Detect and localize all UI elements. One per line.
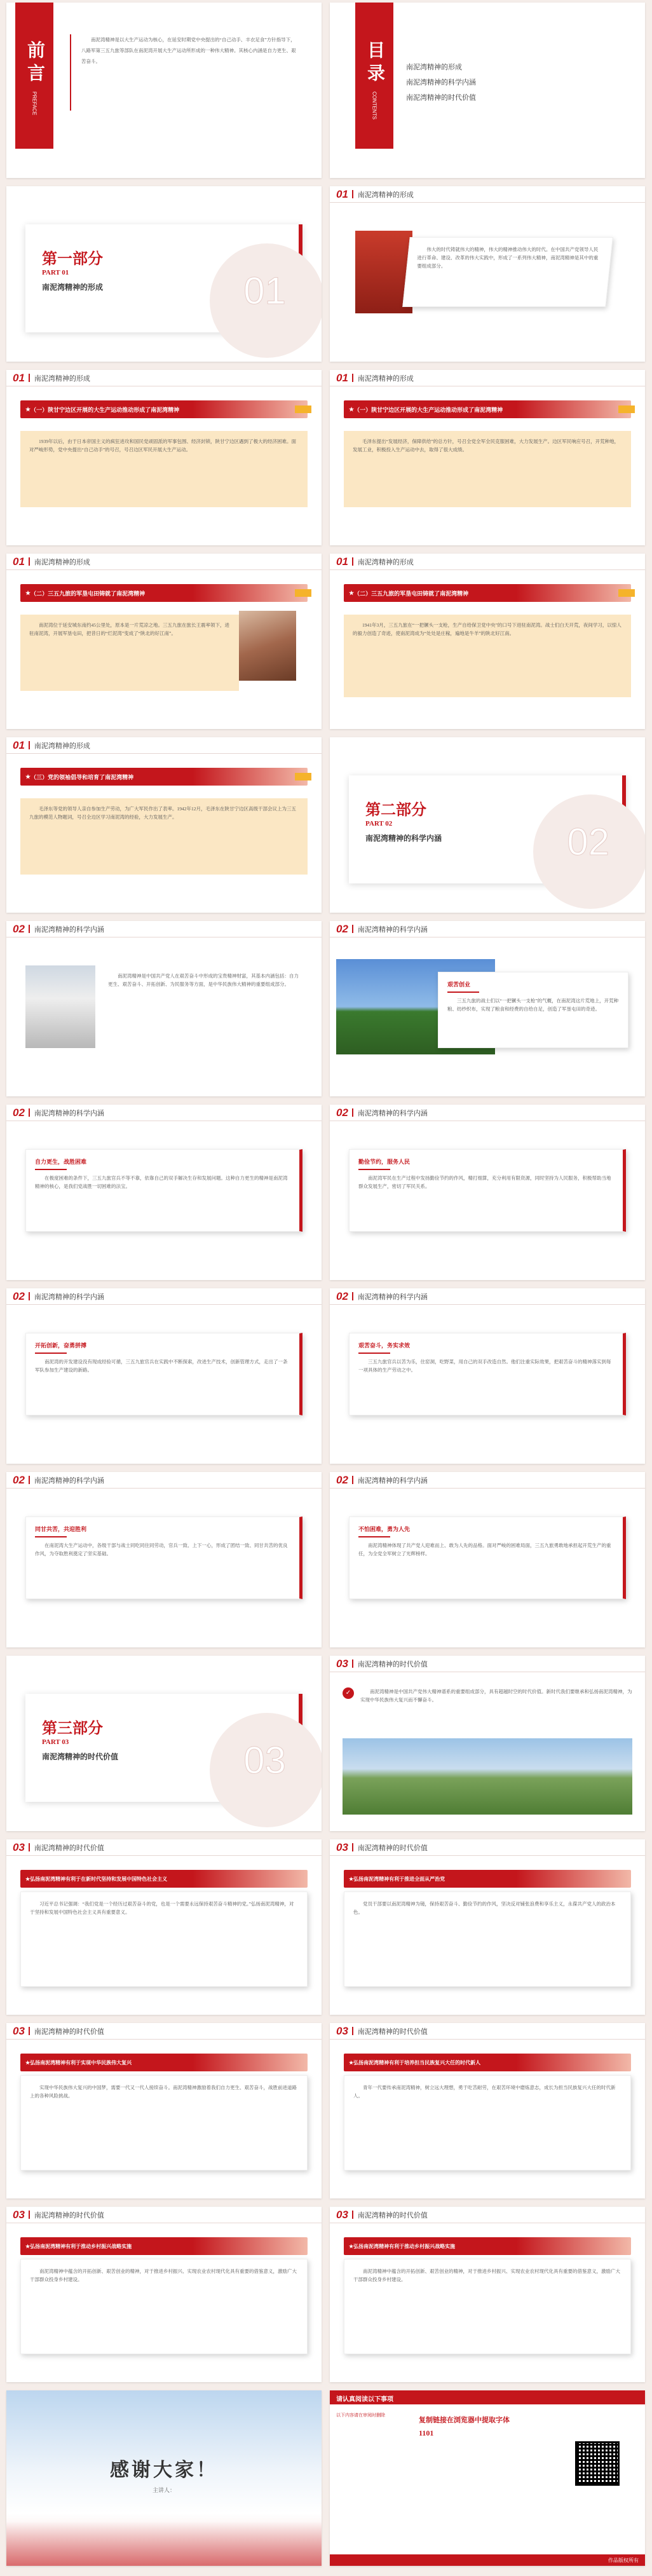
s11-slide	[330, 921, 645, 1096]
part1-slide	[6, 186, 322, 362]
notice-slide	[330, 2390, 645, 2566]
s25-slide	[330, 2207, 645, 2382]
thanks-title: 感谢大家！	[110, 2460, 218, 2481]
contents-slide	[330, 3, 645, 178]
section-header: 02 南泥湾精神的科学内涵	[6, 1105, 322, 1121]
s20-slide	[6, 1839, 322, 2015]
building-photo	[25, 965, 95, 1048]
s16-caption: 同甘共苦，共迎胜利	[35, 1526, 87, 1532]
preface-title: 前言	[25, 41, 44, 86]
s24-card	[20, 2259, 308, 2354]
s20-text: 习近平总书记强调：“我们党是一个经历过艰苦奋斗的党，也是一个需要永远保持艰苦奋斗精神的党。”弘扬南泥湾精神，对于坚持和发展中国特色社会主义具有重要意义。	[30, 1901, 294, 1915]
part2-en: PART 02	[365, 820, 393, 828]
s10-text: 南泥湾精神是中国共产党人在艰苦奋斗中形成的宝贵精神财富，其基本内涵包括：自力更生、艰苦奋斗、开拓创新、为民服务等方面，是中华民族伟大精神的重要组成部分。	[108, 973, 299, 987]
s16-card	[25, 1516, 302, 1599]
contents-banner	[355, 3, 393, 149]
s17-text: 南泥湾精神体现了共产党人迎难而上、敢为人先的品格。面对严峻的困难局面，三五九旅勇敢地承担起开荒生产的重任，为全党全军树立了光辉榜样。	[358, 1543, 611, 1557]
s22-text: 实现中华民族伟大复兴的中国梦，需要一代又一代人接续奋斗。南泥湾精神激励着我们自力更生、艰苦奋斗，战胜前进道路上的各种风险挑战。	[30, 2085, 297, 2099]
s21-card	[344, 1891, 631, 1987]
thanks-author: 主讲人：	[152, 2487, 175, 2493]
s14-slide	[6, 1288, 322, 1464]
s17-slide	[330, 1472, 645, 1647]
s14-text: 南泥湾的开发建设没有现成经验可循，三五九旅官兵在实践中不断探索，改进生产技术，创新管理方式，走出了一条军队参加生产建设的新路。	[35, 1359, 288, 1373]
s21-slide	[330, 1839, 645, 2015]
notice-header: 请认真阅读以下事项	[330, 2390, 645, 2404]
s8-box	[20, 798, 308, 875]
s22-slide	[6, 2023, 322, 2198]
s24-slide	[6, 2207, 322, 2382]
section-header: 01 南泥湾精神的形成	[330, 186, 645, 203]
notice-title: 复制链接在浏览器中提取字体	[419, 2416, 510, 2424]
s11-text: 三五九旅的战士们以“一把镢头一支枪”的气概，在南泥湾这片荒地上，开荒种粮、纺纱织布，实现了粮食和经费的自给自足，创造了军垦屯田的奇迹。	[447, 998, 619, 1012]
part2-number: 02	[567, 821, 609, 863]
s12-card	[25, 1149, 302, 1232]
part1-number: 01	[243, 269, 286, 312]
s3-card	[402, 237, 613, 307]
s15-text: 三五九旅官兵以苦为乐，住窑洞，吃野菜，用自己的双手改造自然。他们注重实际效果，把艰苦奋斗的精神落实到每一项具体的生产劳动之中。	[358, 1359, 611, 1373]
check-icon: ✓	[343, 1687, 354, 1699]
section-header: 03 南泥湾精神的时代价值	[6, 1839, 322, 1856]
s20-card	[20, 1891, 308, 1987]
section-header: 02 南泥湾精神的科学内涵	[6, 921, 322, 937]
s6-box	[20, 615, 239, 691]
part2-label: 第二部分	[365, 802, 426, 819]
subheading-strip: ★ （一）陕甘宁边区开展的大生产运动推动形成了南泥湾精神	[344, 400, 631, 418]
section-header: 02 南泥湾精神的科学内涵	[330, 1288, 645, 1305]
statue-photo	[239, 611, 296, 681]
s7-slide	[330, 554, 645, 729]
contents-title: 目录	[365, 41, 384, 86]
s8-text: 毛泽东等党的领导人亲自参加生产劳动，为广大军民作出了表率。1942年12月，毛泽东在陕甘宁边区高级干部会议上为三五九旅的模范人物题词，号召全边区学习南泥湾的经验，大力发展生产。	[29, 806, 296, 820]
notice-id: 1101	[419, 2429, 434, 2437]
s11-card	[438, 972, 628, 1048]
s13-slide	[330, 1105, 645, 1280]
s10-text-box	[108, 972, 302, 988]
section-header: 01 南泥湾精神的形成	[330, 370, 645, 386]
s5-box	[344, 431, 631, 507]
subheading-strip: ★ 弘扬南泥湾精神有利于推动乡村振兴战略实施	[20, 2237, 308, 2255]
s12-text: 在极度困难的条件下，三五九旅官兵不等不靠，依靠自己的双手解决生存和发展问题。这种自力更生的精神是南泥湾精神的核心，是我们党战胜一切困难的法宝。	[35, 1175, 288, 1189]
contents-item[interactable]: 南泥湾精神的形成	[406, 64, 462, 71]
section-header: 03 南泥湾精神的时代价值	[330, 1656, 645, 1672]
s10-slide	[6, 921, 322, 1096]
s23-text: 青年一代要传承南泥湾精神，树立远大理想，勇于吃苦耐劳，在艰苦环境中磨炼意志，成长为担当民族复兴大任的时代新人。	[353, 2085, 616, 2099]
part1-card	[25, 224, 302, 332]
s13-caption: 勤俭节约，服务人民	[358, 1159, 411, 1165]
section-header: 02 南泥湾精神的科学内涵	[6, 1472, 322, 1489]
s7-text: 1941年3月，三五九旅在“一把镢头一支枪，生产自给保卫党中央”的口号下进驻南泥湾。战士们白天开荒，夜间学习，以惊人的毅力创造了奇迹，使南泥湾成为“处处是庄稼，遍地是牛羊”的陕北好江南。	[353, 622, 621, 636]
s4-box	[20, 431, 308, 507]
s25-card	[344, 2259, 631, 2354]
preface-text-box	[70, 34, 299, 111]
section-header: 02 南泥湾精神的科学内涵	[330, 921, 645, 937]
contents-item[interactable]: 南泥湾精神的时代价值	[406, 94, 476, 102]
preface-slide	[6, 3, 322, 178]
s15-card	[349, 1333, 626, 1415]
s19-slide	[330, 1656, 645, 1831]
s7-box	[344, 615, 631, 697]
part3-en: PART 03	[42, 1738, 69, 1746]
part3-title: 南泥湾精神的时代价值	[42, 1752, 119, 1761]
s3-text: 伟大的时代铸就伟大的精神，伟大的精神推动伟大的时代。在中国共产党领导人民进行革命、建设、改革的伟大实践中，形成了一系列伟大精神，南泥湾精神是其中的重要组成部分。	[417, 247, 599, 269]
part3-slide	[6, 1656, 322, 1831]
s21-text: 党员干部要以南泥湾精神为镜，保持艰苦奋斗、勤俭节约的作风，坚决反对铺张浪费和享乐主义，永葆共产党人的政治本色。	[353, 1901, 616, 1915]
part2-card	[349, 775, 626, 883]
section-header: 03 南泥湾精神的时代价值	[6, 2207, 322, 2223]
subheading-strip: ★ （一）陕甘宁边区开展的大生产运动推动形成了南泥湾精神	[20, 400, 308, 418]
part2-title: 南泥湾精神的科学内涵	[365, 834, 442, 843]
preface-body: 南泥湾精神是以大生产运动为核心，在延安时期党中央提出的“自己动手、丰衣足食”方针指导下，八路军第三五九旅等部队在南泥湾开展大生产运动所形成的一种伟大精神。其核心内涵是自力更生、艰苦奋斗。	[81, 37, 296, 64]
part2-slide	[330, 737, 645, 913]
s13-text: 南泥湾军民在生产过程中发扬勤俭节约的作风，精打细算，充分利用有限资源，同时坚持为人民服务，积极帮助当地群众发展生产，密切了军民关系。	[358, 1175, 611, 1189]
s22-card	[20, 2075, 308, 2171]
s8-slide	[6, 737, 322, 913]
s5-text: 毛泽东提出“发展经济，保障供给”的总方针，号召全党全军全民克服困难，大力发展生产。边区军民响应号召，开荒种地，发展工业，积极投入生产运动中去，取得了很大成绩。	[353, 439, 620, 453]
notice-footer: 作品版权所有	[330, 2554, 645, 2566]
part1-label: 第一部分	[42, 251, 103, 268]
part3-number: 03	[243, 1739, 286, 1782]
s15-slide	[330, 1288, 645, 1464]
section-header: 01 南泥湾精神的形成	[6, 737, 322, 754]
village-photo	[343, 1738, 632, 1815]
section-header: 03 南泥湾精神的时代价值	[330, 1839, 645, 1856]
s11-caption: 艰苦创业	[447, 981, 471, 988]
qr-code-icon	[575, 2441, 620, 2486]
subheading-strip: ★ 弘扬南泥湾精神有利于推进全面从严治党	[344, 1870, 631, 1888]
subheading-strip: ★ （二）三五九旅的军垦屯田铸就了南泥湾精神	[344, 584, 631, 602]
preface-en: PREFACE	[31, 92, 37, 116]
s23-card	[344, 2075, 631, 2171]
part1-title: 南泥湾精神的形成	[42, 283, 104, 292]
s4-slide	[6, 370, 322, 545]
subheading-strip: ★ 弘扬南泥湾精神有利于在新时代坚持和发展中国特色社会主义	[20, 1870, 308, 1888]
contents-en: CONTENTS	[371, 92, 377, 119]
s19-text-box	[343, 1687, 632, 1732]
part3-card	[25, 1694, 302, 1802]
section-header: 02 南泥湾精神的科学内涵	[330, 1472, 645, 1489]
section-header: 03 南泥湾精神的时代价值	[330, 2207, 645, 2223]
s17-card	[349, 1516, 626, 1599]
s12-slide	[6, 1105, 322, 1280]
s16-text: 在南泥湾大生产运动中，各级干部与战士同吃同住同劳动，官兵一致、上下一心，形成了团结一致、同甘共苦的优良作风，为夺取胜利奠定了坚实基础。	[35, 1543, 288, 1557]
section-header: 01 南泥湾精神的形成	[6, 554, 322, 570]
s23-slide	[330, 2023, 645, 2198]
section-header: 01 南泥湾精神的形成	[6, 370, 322, 386]
s14-card	[25, 1333, 302, 1415]
s15-caption: 艰苦奋斗，务实求效	[358, 1342, 411, 1349]
preface-banner	[15, 3, 53, 149]
thanks-slide	[6, 2390, 322, 2566]
notice-sub: 以下内容请在审阅时删除	[336, 2413, 385, 2418]
s12-caption: 自力更生，战胜困难	[35, 1159, 87, 1165]
s4-text: 1939年以后，由于日本帝国主义的疯狂进攻和国民党顽固派的军事包围、经济封锁，陕甘宁边区遇到了极大的经济困难。面对严峻形势，党中央提出“自己动手”的号召，号召边区军民开展大生产运动。	[29, 439, 296, 453]
subheading-strip: ★ 弘扬南泥湾精神有利于推动乡村振兴战略实施	[344, 2237, 631, 2255]
section-header: 03 南泥湾精神的时代价值	[6, 2023, 322, 2040]
s16-slide	[6, 1472, 322, 1647]
part3-label: 第三部分	[42, 1721, 103, 1737]
s3-slide	[330, 186, 645, 362]
s25-text: 南泥湾精神中蕴含的开拓创新、艰苦创业的精神，对于推进乡村振兴、实现农业农村现代化具有重要的借鉴意义，激励广大干部群众投身乡村建设。	[353, 2268, 620, 2282]
subheading-strip: ★ 弘扬南泥湾精神有利于实现中华民族伟大复兴	[20, 2054, 308, 2071]
s17-caption: 不怕困难，勇为人先	[358, 1526, 411, 1532]
s19-text: 南泥湾精神是中国共产党伟大精神谱系的重要组成部分，具有超越时空的时代价值。新时代我们要继承和弘扬南泥湾精神，为实现中华民族伟大复兴而不懈奋斗。	[360, 1689, 632, 1703]
section-header: 02 南泥湾精神的科学内涵	[6, 1288, 322, 1305]
contents-list	[406, 60, 476, 106]
s24-text: 南泥湾精神中蕴含的开拓创新、艰苦创业的精神，对于推进乡村振兴、实现农业农村现代化具有重要的借鉴意义，激励广大干部群众投身乡村建设。	[30, 2268, 297, 2282]
s5-slide	[330, 370, 645, 545]
subheading-strip: ★ （三）党的领袖倡导和培育了南泥湾精神	[20, 768, 308, 786]
s14-caption: 开拓创新，奋勇拼搏	[35, 1342, 87, 1349]
contents-item[interactable]: 南泥湾精神的科学内涵	[406, 79, 476, 86]
subheading-strip: ★ 弘扬南泥湾精神有利于培养担当民族复兴大任的时代新人	[344, 2054, 631, 2071]
section-header: 01 南泥湾精神的形成	[330, 554, 645, 570]
s6-slide	[6, 554, 322, 729]
subheading-strip: ★ （二）三五九旅的军垦屯田铸就了南泥湾精神	[20, 584, 308, 602]
s6-text: 南泥湾位于延安城东南约45公里处，原本是一片荒凉之地。三五九旅在旅长王震率领下，进驻南泥湾，开展军垦屯田，把昔日的“烂泥湾”变成了“陕北的好江南”。	[29, 622, 229, 636]
section-header: 03 南泥湾精神的时代价值	[330, 2023, 645, 2040]
s13-card	[349, 1149, 626, 1232]
section-header: 02 南泥湾精神的科学内涵	[330, 1105, 645, 1121]
part1-en: PART 01	[42, 269, 69, 276]
